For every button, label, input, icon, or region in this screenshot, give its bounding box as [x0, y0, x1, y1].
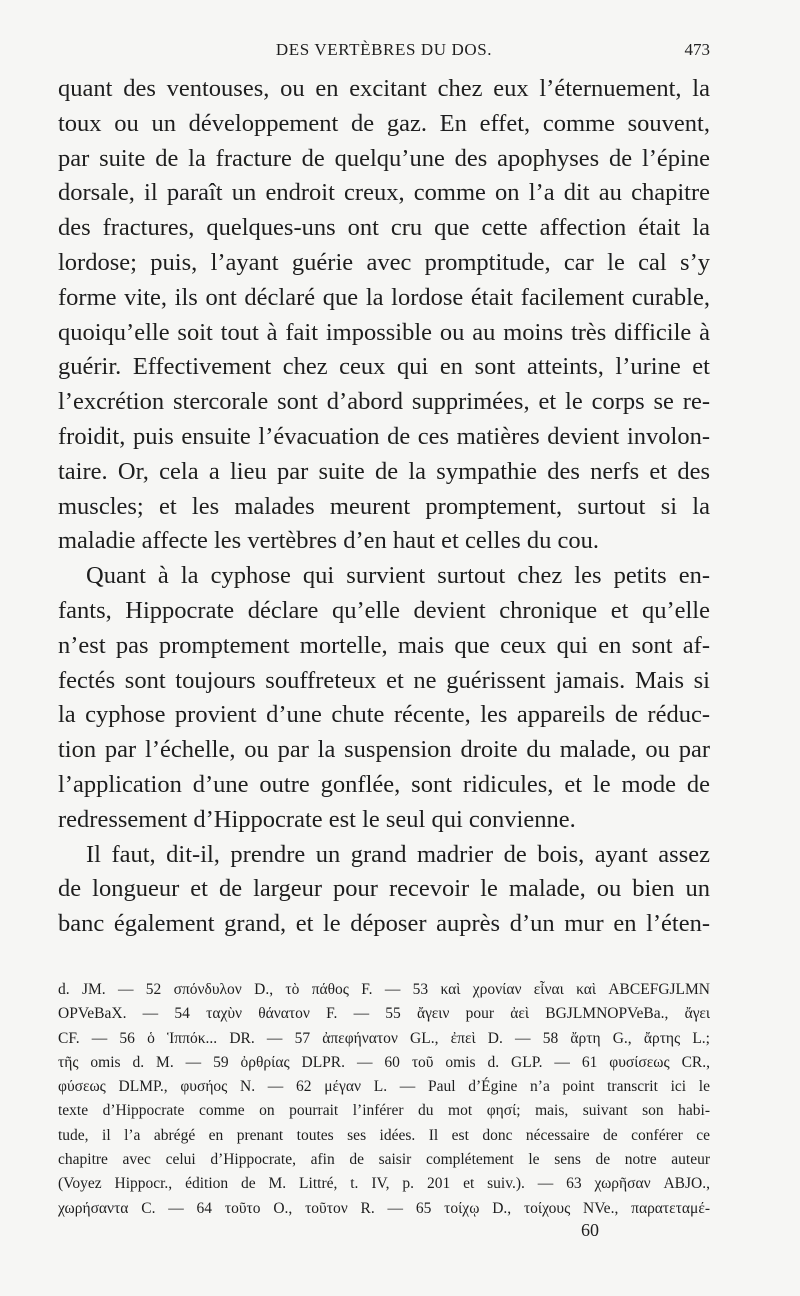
text-line: n’est pas promptement mortelle, mais que ceux qui en sont af-: [58, 631, 710, 659]
body-text: [58, 72, 710, 942]
text-line: tion par l’échelle, ou par la suspension droite du malade, ou par: [58, 736, 710, 764]
footnote-line: φύσεως DLMP., φυσήος N. — 62 μέγαν L. — Paul d’Égine n’a point transcrit ici le: [58, 1078, 710, 1096]
text-line: forme vite, ils ont déclaré que la lordose était facilement curable,: [58, 283, 710, 311]
footnote-line: tude, il l’a abrégé en prenant toutes ses idées. Il est donc nécessaire de conférer ce: [58, 1126, 710, 1144]
text-line: maladie affecte les vertèbres d’en haut et celles du cou.: [58, 527, 600, 555]
text-line: par suite de la fracture de quelqu’une des apophyses de l’épine: [58, 144, 710, 172]
text-line: de longueur et de largeur pour recevoir le malade, ou bien un: [58, 875, 710, 903]
footnote-line: chapitre avec celui d’Hippocrate, afin de saisir complétement le sens de notre auteur: [58, 1151, 710, 1169]
text-line: l’application d’une outre gonflée, sont ridicules, et le mode de: [58, 770, 710, 798]
text-line: redressement d’Hippocrate est le seul qui convienne.: [58, 805, 576, 833]
text-line: l’excrétion stercorale sont d’abord supprimées, et le corps se re-: [58, 388, 710, 416]
text-line: fectés sont toujours souffreteux et ne guérissent jamais. Mais si: [58, 666, 710, 694]
text-line: quant des ventouses, ou en excitant chez eux l’éternuement, la: [58, 75, 710, 102]
footnotes: [58, 978, 710, 1221]
text-line: Il faut, dit-il, prendre un grand madrier de bois, ayant assez: [86, 840, 710, 868]
text-line: fants, Hippocrate déclare qu’elle devient chronique et qu’elle: [58, 596, 710, 624]
running-title: DES VERTÈBRES DU DOS.: [275, 40, 493, 59]
text-line: guérir. Effectivement chez ceux qui en sont atteints, l’urine et: [58, 353, 710, 381]
text-line: froidit, puis ensuite l’évacuation de ces matières devient involon-: [58, 422, 710, 450]
footnote-line: τῆς omis d. M. — 59 ὀρθρίας DLPR. — 60 τοῦ omis d. GLP. — 61 φυσίσεως CR.,: [58, 1053, 710, 1071]
page-number: 473: [684, 40, 710, 59]
text-line: Quant à la cyphose qui survient surtout chez les petits en-: [86, 562, 710, 590]
footnote-line: texte d’Hippocrate comme on pourrait l’inférer du mot φησί; mais, suivant son habi-: [58, 1102, 710, 1120]
signature-mark: 60: [581, 1220, 599, 1240]
text-line: lordose; puis, l’ayant guérie avec promptitude, car le cal s’y: [58, 248, 710, 276]
text-line: banc également grand, et le déposer auprès d’un mur en l’éten-: [58, 910, 710, 938]
footnote-line: OPVeBaX. — 54 ταχὺν θάνατον F. — 55 ἄγειν pour ἀεὶ BGJLMNOPVeBa., ἄγει: [58, 1005, 710, 1023]
footnote-line: CF. — 56 ὁ Ἱππόκ... DR. — 57 ἀπεφήνατον GL., ἐπεὶ D. — 58 ἄρτη G., ἄρτης L.;: [58, 1029, 710, 1047]
text-line: quoiqu’elle soit tout à fait impossible ou au moins très difficile à: [58, 318, 710, 346]
footnote-line: d. JM. — 52 σπόνδυλον D., τὸ πάθος F. — 53 καὶ χρονίαν εἶναι καὶ ABCEFGJLMN: [58, 981, 710, 998]
running-head: [58, 40, 710, 66]
text-line: dorsale, il paraît un endroit creux, comme on l’a dit au chapitre: [58, 179, 710, 207]
text-line: muscles; et les malades meurent promptement, surtout si la: [58, 492, 710, 520]
footnote-line: χωρήσαντα C. — 64 τοῦτο O., τοῦτον R. — 65 τοίχῳ D., τοίχους NVe., παρατεταμέ-: [58, 1199, 710, 1217]
text-line: toux ou un développement de gaz. En effet, comme souvent,: [58, 109, 710, 137]
text-line: des fractures, quelques-uns ont cru que cette affection était la: [58, 214, 710, 242]
footnote-line: (Voyez Hippocr., édition de M. Littré, t. IV, p. 201 et suiv.). — 63 χωρῆσαν ABJO.,: [58, 1175, 710, 1193]
text-line: la cyphose provient d’une chute récente, les appareils de réduc-: [58, 701, 710, 729]
text-line: taire. Or, cela a lieu par suite de la sympathie des nerfs et des: [58, 457, 710, 485]
